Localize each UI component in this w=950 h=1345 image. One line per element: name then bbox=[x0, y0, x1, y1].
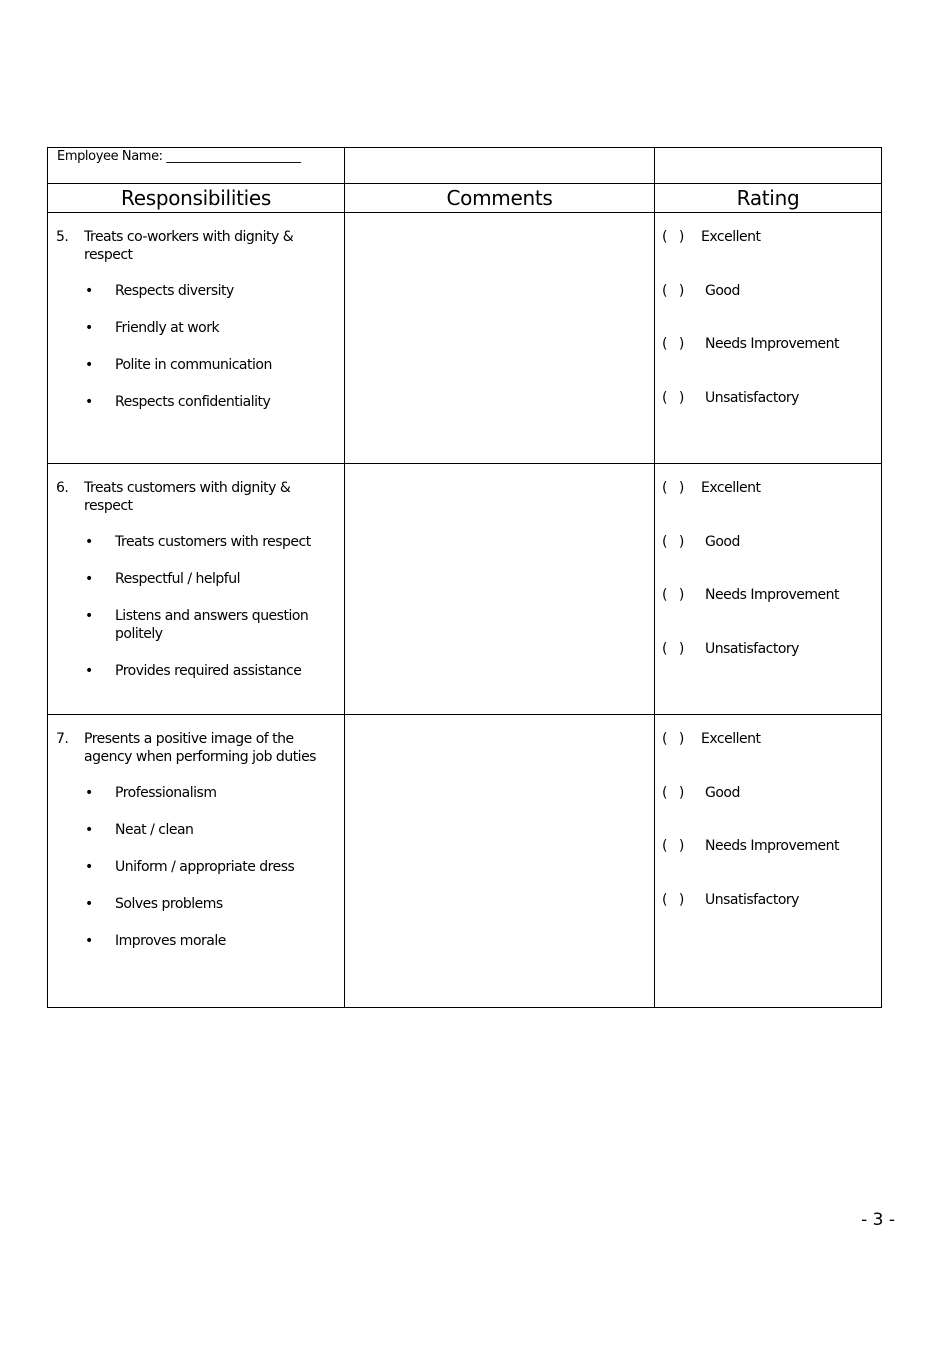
responsibility-cell bbox=[48, 464, 345, 715]
rating-option-good[interactable] bbox=[662, 785, 881, 839]
bullet-icon: • bbox=[85, 785, 93, 801]
bullet-icon: • bbox=[85, 571, 93, 587]
bullet-text: Respectful / helpful bbox=[115, 571, 240, 587]
bullet-icon: • bbox=[85, 534, 93, 550]
rating-option-excellent[interactable] bbox=[662, 480, 881, 534]
section-row bbox=[48, 213, 882, 464]
rating-checkbox[interactable]: ( ) bbox=[662, 641, 684, 658]
bullet-text: Listens and answers question politely bbox=[115, 608, 309, 642]
bullet-item bbox=[56, 933, 338, 951]
bullet-item bbox=[56, 859, 338, 877]
rating-checkbox[interactable]: ( ) bbox=[662, 390, 684, 407]
bullet-item bbox=[56, 283, 338, 301]
comments-header: Comments bbox=[345, 184, 655, 213]
rating-option-good[interactable] bbox=[662, 283, 881, 337]
responsibilities-header: Responsibilities bbox=[48, 184, 345, 213]
bullet-item bbox=[56, 896, 338, 914]
rating-label: Good bbox=[705, 784, 740, 801]
bullet-text: Solves problems bbox=[115, 896, 223, 912]
item-number: 7. bbox=[56, 731, 69, 747]
rating-option-needs-improvement[interactable] bbox=[662, 336, 881, 390]
bullet-text: Respects diversity bbox=[115, 283, 234, 299]
bullet-text: Provides required assistance bbox=[115, 662, 302, 679]
bullet-text: Improves morale bbox=[115, 933, 226, 949]
rating-label: Unsatisfactory bbox=[705, 390, 799, 407]
bullet-item bbox=[56, 663, 338, 681]
comments-cell[interactable] bbox=[345, 464, 655, 715]
bullet-text: Polite in communication bbox=[115, 357, 272, 373]
empty-header-cell bbox=[655, 148, 882, 184]
rating-option-unsatisfactory[interactable] bbox=[662, 641, 881, 695]
bullet-icon: • bbox=[85, 283, 93, 299]
bullet-icon: • bbox=[85, 662, 93, 679]
responsibility-cell bbox=[48, 715, 345, 1008]
rating-label: Needs Improvement bbox=[705, 838, 840, 855]
bullet-text: Friendly at work bbox=[115, 320, 220, 336]
evaluation-table bbox=[47, 147, 882, 1008]
responsibility-cell bbox=[48, 213, 345, 464]
rating-option-excellent[interactable] bbox=[662, 229, 881, 283]
bullet-item bbox=[56, 785, 338, 803]
item-title: Presents a positive image of the agency when performing job duties bbox=[84, 731, 316, 765]
rating-option-unsatisfactory[interactable] bbox=[662, 390, 881, 444]
bullet-icon: • bbox=[85, 357, 93, 373]
empty-header-cell bbox=[345, 148, 655, 184]
bullet-icon: • bbox=[85, 608, 93, 624]
section-row bbox=[48, 464, 882, 715]
rating-label: Unsatisfactory bbox=[705, 641, 799, 658]
responsibility-item bbox=[56, 731, 338, 766]
rating-checkbox[interactable]: ( ) bbox=[662, 229, 684, 245]
rating-label: Good bbox=[705, 282, 740, 299]
rating-label: Needs Improvement bbox=[705, 336, 840, 353]
rating-label: Excellent bbox=[701, 229, 761, 245]
rating-checkbox[interactable]: ( ) bbox=[662, 892, 684, 909]
responsibility-item bbox=[56, 480, 338, 515]
rating-checkbox[interactable]: ( ) bbox=[662, 731, 684, 747]
rating-checkbox[interactable]: ( ) bbox=[662, 784, 684, 801]
bullet-text: Neat / clean bbox=[115, 822, 194, 838]
rating-label: Unsatisfactory bbox=[705, 892, 799, 909]
rating-option-unsatisfactory[interactable] bbox=[662, 892, 881, 946]
section-row bbox=[48, 715, 882, 1008]
rating-cell bbox=[655, 213, 882, 464]
rating-option-excellent[interactable] bbox=[662, 731, 881, 785]
item-number: 5. bbox=[56, 229, 69, 245]
bullet-text: Uniform / appropriate dress bbox=[115, 859, 295, 875]
rating-cell bbox=[655, 464, 882, 715]
bullet-icon: • bbox=[85, 859, 93, 875]
rating-checkbox[interactable]: ( ) bbox=[662, 533, 684, 550]
item-title: Treats customers with dignity & respect bbox=[84, 480, 291, 514]
rating-cell bbox=[655, 715, 882, 1008]
bullet-item bbox=[56, 571, 338, 589]
item-number: 6. bbox=[56, 480, 69, 496]
rating-checkbox[interactable]: ( ) bbox=[662, 480, 684, 496]
page-number: - 3 - bbox=[861, 1210, 895, 1230]
bullet-text: Treats customers with respect bbox=[115, 534, 311, 550]
rating-checkbox[interactable]: ( ) bbox=[662, 336, 684, 353]
item-title: Treats co-workers with dignity & respect bbox=[84, 229, 294, 263]
bullet-icon: • bbox=[85, 320, 93, 336]
employee-name-row bbox=[48, 148, 882, 184]
bullet-icon: • bbox=[85, 822, 93, 838]
rating-checkbox[interactable]: ( ) bbox=[662, 282, 684, 299]
rating-label: Needs Improvement bbox=[705, 587, 840, 604]
bullet-item bbox=[56, 608, 338, 643]
rating-label: Good bbox=[705, 533, 740, 550]
employee-name-label: Employee Name: ______________________ bbox=[57, 149, 301, 164]
bullet-item bbox=[56, 357, 338, 375]
bullet-icon: • bbox=[85, 394, 93, 410]
bullet-text: Respects confidentiality bbox=[115, 394, 271, 410]
rating-header: Rating bbox=[655, 184, 882, 213]
bullet-icon: • bbox=[85, 896, 93, 912]
rating-option-needs-improvement[interactable] bbox=[662, 587, 881, 641]
rating-checkbox[interactable]: ( ) bbox=[662, 838, 684, 855]
responsibility-item bbox=[56, 229, 338, 264]
bullet-item bbox=[56, 320, 338, 338]
rating-option-good[interactable] bbox=[662, 534, 881, 588]
bullet-icon: • bbox=[85, 933, 93, 949]
rating-label: Excellent bbox=[701, 731, 761, 747]
comments-cell[interactable] bbox=[345, 715, 655, 1008]
bullet-item bbox=[56, 822, 338, 840]
column-header-row bbox=[48, 184, 882, 213]
rating-option-needs-improvement[interactable] bbox=[662, 838, 881, 892]
rating-checkbox[interactable]: ( ) bbox=[662, 587, 684, 604]
employee-name-cell bbox=[48, 148, 345, 184]
comments-cell[interactable] bbox=[345, 213, 655, 464]
bullet-item bbox=[56, 534, 338, 552]
bullet-item bbox=[56, 394, 338, 412]
rating-label: Excellent bbox=[701, 480, 761, 496]
bullet-text: Professionalism bbox=[115, 785, 217, 801]
